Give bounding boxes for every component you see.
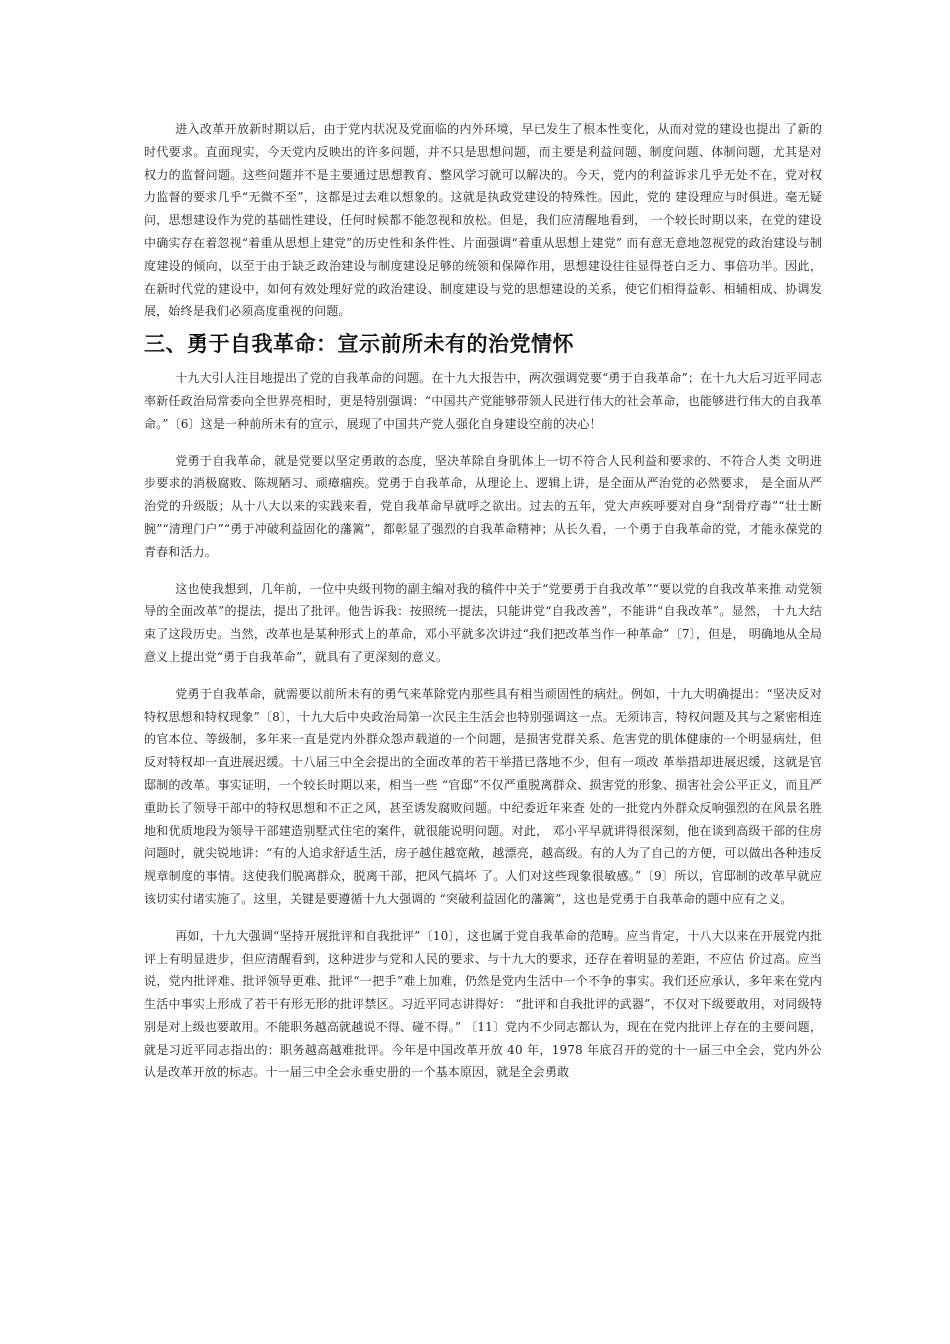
paragraph-2: 党勇于自我革命，就是党要以坚定勇敢的态度，坚决革除自身肌体上一切不符合人民利益和要求的、不符合人类 文明进步要求的消极腐败、陈规陋习、顽瘴痼疾。党勇于自我革命，从理论上、逻辑上讲，是全面从严治党的必然要求， 是全面从严治党的升级版；从十八大以来的实践来看，党自我革命早就呼之欲出。过去的五年，党大声疾呼要对自身“刮骨疗毒”“壮士断腕”“清理门户”“勇于冲破利益固化的藩篱”，都彰显了强烈的自我革命精神；从长久看，一个勇于自我革命的党，才能永葆党的青春和活力。 xyxy=(144,453,822,559)
paragraph-gap xyxy=(144,564,822,578)
paragraph-4: 党勇于自我革命，就需要以前所未有的勇气来革除党内那些具有相当顽固性的病灶。例如，十九大明确提出：“坚决反对特权思想和特权现象”〔8〕，十九大后中央政治局第一次民主生活会也特别强调这一点。无须讳言，特权问题及其与之紧密相连的官本位、等级制，多年来一直是党内外群众怨声载道的一个问题，是损害党群关系、危害党的肌体健康的一个明显病灶，但反对特权却一直进展迟缓。十八届三中全会提出的全面改革的若干举措已落地不少，但有一项改 革举措却进展迟缓，这就是官邸制的改革。事实证明，一个较长时期以来，相当一些 “官邸”不仅严重脱离群众、损害党的形象、损害社会公平正义，而且严重助长了领导干部中的特权思想和不正之风，甚至诱发腐败问题。中纪委近年来查 处的一批党内外群众反响强烈的在风景名胜地和优质地段为领导干部建造别墅式住宅的案件，就很能说明问题。对此， 邓小平早就讲得很深刻，他在谈到高级干部的住房问题时，就尖锐地讲：“有的人追求舒适生活，房子越住越宽敞，越漂亮，越高级。有的人为了自己的方便，可以做出各种违反规章制度的事情。这使我们脱离群众，脱离干部，把风气搞坏 了。人们对这些现象很敏感。”〔9〕所以，官邸制的改革早就应该切实付诸实施了。这里，关键是要遵循十九大强调的 “突破利益固化的藩篱”，这也是党勇于自我革命的题中应有之义。 xyxy=(144,686,822,906)
intro-paragraph: 进入改革开放新时期以后，由于党内状况及党面临的内外环境，早已发生了根本性变化，从而对党的建设也提出 了新的时代要求。直面现实，今天党内反映出的许多问题，并不只是思想问题，而主要是利益问题、制度问题、体制问题，尤其是对权力的监督问题。这些问题并不是主要通过思想教育、整风学习就可以解决的。今天，党内的利益诉求几乎无处不在，党对权力监督的要求几乎“无微不至”，这都是过去难以想象的。这就是执政党建设的特殊性。因此，党的 建设理应与时俱进。毫无疑问，思想建设作为党的基础性建设，任何时候都不能忽视和放松。但是，我们应清醒地看到， 一个较长时期以来，在党的建设中确实存在着忽视“着重从思想上建党”的历史性和条件性、片面强调“着重从思想上建党” 而有意无意地忽视党的政治建设与制度建设的倾向，以至于由于缺乏政治建设与制度建设足够的统领和保障作用，思想建设往往显得苍白乏力、事倍功半。因此，在新时代党的建设中，如何有效处理好党的政治建设、制度建设与党的思想建设的关系，使它们相得益彰、相辅相成、协调发展，始终是我们必须高度重视的问题。 xyxy=(144,122,822,319)
section-heading: 三、勇于自我革命：宣示前所未有的治党情怀 xyxy=(144,332,574,357)
paragraph-1: 十九大引人注目地提出了党的自我革命的问题。在十九大报告中，两次强调党要“勇于自我革命”；在十九大后习近平同志率新任政治局常委向全世界亮相时，更是特别强调：“中国共产党能够带领人民进行伟大的社会革命，也能够进行伟大的自我革命。”〔6〕这是一种前所未有的宣示，展现了中国共产党人强化自身建设空前的决心！ xyxy=(144,371,822,431)
paragraph-gap xyxy=(144,911,822,925)
paragraph-gap xyxy=(144,669,822,683)
paragraph-5: 再如，十九大强调“坚持开展批评和自我批评”〔10〕，这也属于党自我革命的范畴。应当肯定，十八大以来在开展党内批评上有明显进步，但应清醒看到，这种进步与党和人民的要求、与十九大的要求，还存在着明显的差距，不应估 价过高。应当说，党内批评难、批评领导更难、批评“一把手”难上加难，仍然是党内生活中一个不争的事实。我们还应承认，多年来在党内生活中事实上形成了若干有形无形的批评禁区。习近平同志讲得好： “批评和自我批评的武器”，不仅对下级要敢用，对同级特别是对上级也要敢用。不能职务越高就越说不得、碰不得。” 〔11〕党内不少同志都认为，现在在党内批评上存在的主要问题，就是习近平同志指出的：职务越高越难批评。今年是中国改革开放 40 年，1978 年底召开的党的十一届三中全会，党内外公认是改革开放的标志。十一届三中全会永垂史册的一个基本原因，就是全会勇敢 xyxy=(144,928,822,1080)
document-body xyxy=(144,118,822,1084)
paragraph-3: 这也使我想到，几年前，一位中央级刊物的副主编对我的稿件中关于“党要勇于自我改革”“要以党的自我改革来推 动党领导的全面改革”的提法，提出了批评。他告诉我：按照统一提法，只能讲党“自我改善”，不能讲“自我改革”。显然， 十九大结束了这段历史。当然，改革也是某种形式上的革命，邓小平就多次讲过“我们把改革当作一种革命”〔7〕，但是， 明确地从全局意义上提出党“勇于自我革命”，就具有了更深刻的意义。 xyxy=(144,581,822,664)
paragraph-gap xyxy=(144,436,822,450)
